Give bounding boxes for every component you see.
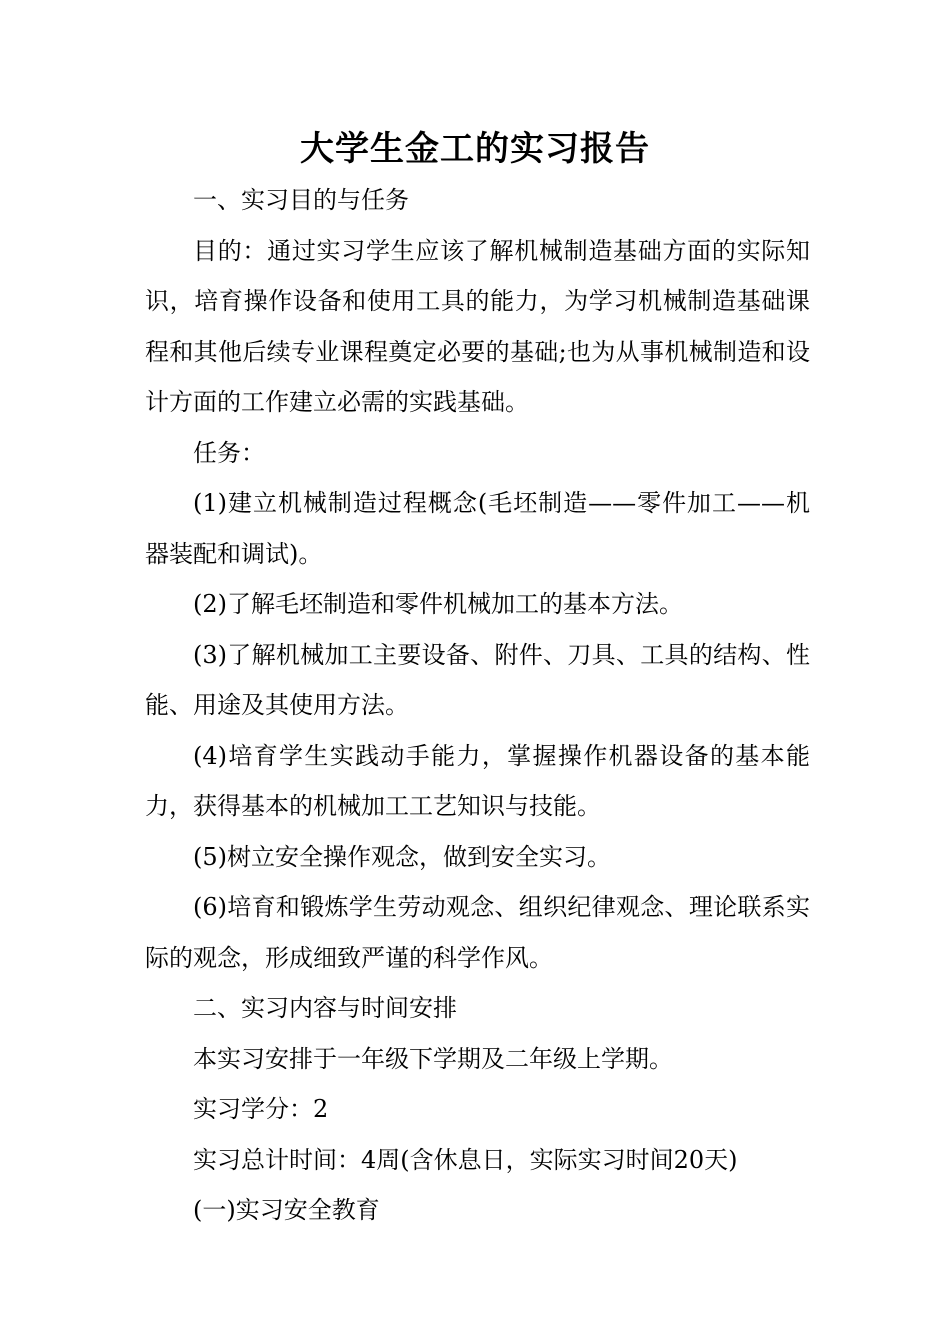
paragraph-total-time: 实习总计时间：4周(含休息日，实际实习时间20天) — [193, 1145, 738, 1174]
task-item-5: (5)树立安全操作观念，做到安全实习。 — [193, 842, 611, 871]
paragraph-task-label: 任务： — [193, 438, 265, 467]
section-heading-content: 二、实习内容与时间安排 — [193, 994, 457, 1022]
subsection-heading-safety: (一)实习安全教育 — [193, 1196, 380, 1224]
document-title: 大学生金工的实习报告 — [300, 129, 650, 169]
task-item-2: (2)了解毛坯制造和零件机械加工的基本方法。 — [193, 590, 683, 618]
document-body — [145, 175, 810, 1236]
paragraph-schedule: 本实习安排于一年级下学期及二年级上学期。 — [193, 1044, 673, 1073]
task-item-3: (3)了解机械加工主要设备、附件、刀具、工具的结构、性能、用途及其使用方法。 — [145, 640, 810, 719]
section-heading-purpose: 一、实习目的与任务 — [193, 186, 409, 214]
task-item-4: (4)培育学生实践动手能力，掌握操作机器设备的基本能力，获得基本的机械加工工艺知识与技能。 — [145, 741, 810, 820]
task-item-1: (1)建立机械制造过程概念(毛坯制造——零件加工——机器装配和调试)。 — [145, 489, 810, 568]
paragraph-credits: 实习学分：2 — [193, 1095, 329, 1123]
task-item-6: (6)培育和锻炼学生劳动观念、组织纪律观念、理论联系实际的观念，形成细致严谨的科学作风。 — [145, 893, 810, 972]
paragraph-purpose: 目的：通过实习学生应该了解机械制造基础方面的实际知识，培育操作设备和使用工具的能力，为学习机械制造基础课程和其他后续专业课程奠定必要的基础;也为从事机械制造和设计方面的工作建立必需的实践基础。 — [145, 236, 810, 416]
